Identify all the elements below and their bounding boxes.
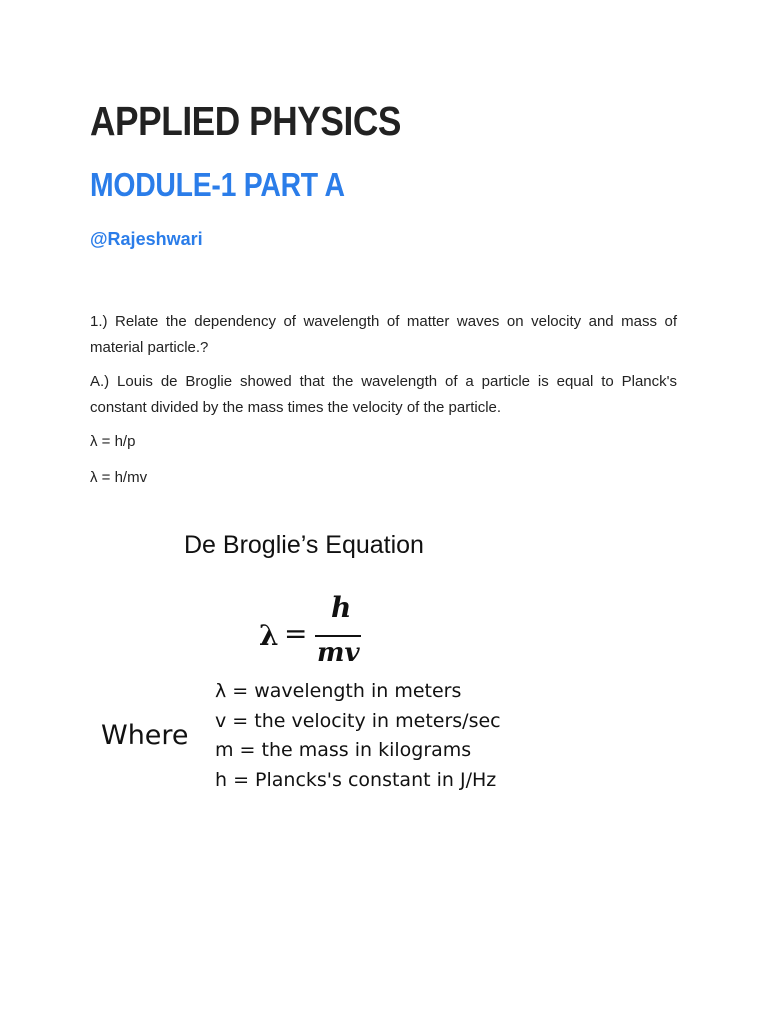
definitions-list [215,677,501,795]
module-subtitle: MODULE-1 PART A [90,166,345,203]
page-title: APPLIED PHYSICS [90,98,401,144]
equation-mass-velocity: λ = h/mv [90,469,148,486]
definition-wavelength: λ = wavelength in meters [215,680,462,702]
question-text: 1.) Relate the dependency of wavelength of matter waves on velocity and mass of material particle.? [90,313,677,356]
where-label: Where [101,720,189,751]
equation-numerator: h [331,591,352,624]
definition-velocity: v = the velocity in meters/sec [215,709,501,732]
equation-equals: = [284,617,308,650]
equation-denominator: mv [317,638,360,668]
equation-momentum: λ = h/p [90,433,136,450]
fraction-bar [315,635,361,637]
definition-planck-constant: h = Plancks's constant in J/Hz [215,768,497,791]
figure-equation [259,591,369,670]
definition-mass: m = the mass in kilograms [215,739,472,761]
author-handle: @Rajeshwari [90,229,203,249]
equation-lhs: λ [259,619,279,652]
answer-text: A.) Louis de Broglie showed that the wavelength of a particle is equal to Planck's constant divided by the mass times the velocity of the particle. [90,373,677,416]
figure-title: De Broglie’s Equation [184,531,424,559]
de-broglie-figure [96,525,536,800]
